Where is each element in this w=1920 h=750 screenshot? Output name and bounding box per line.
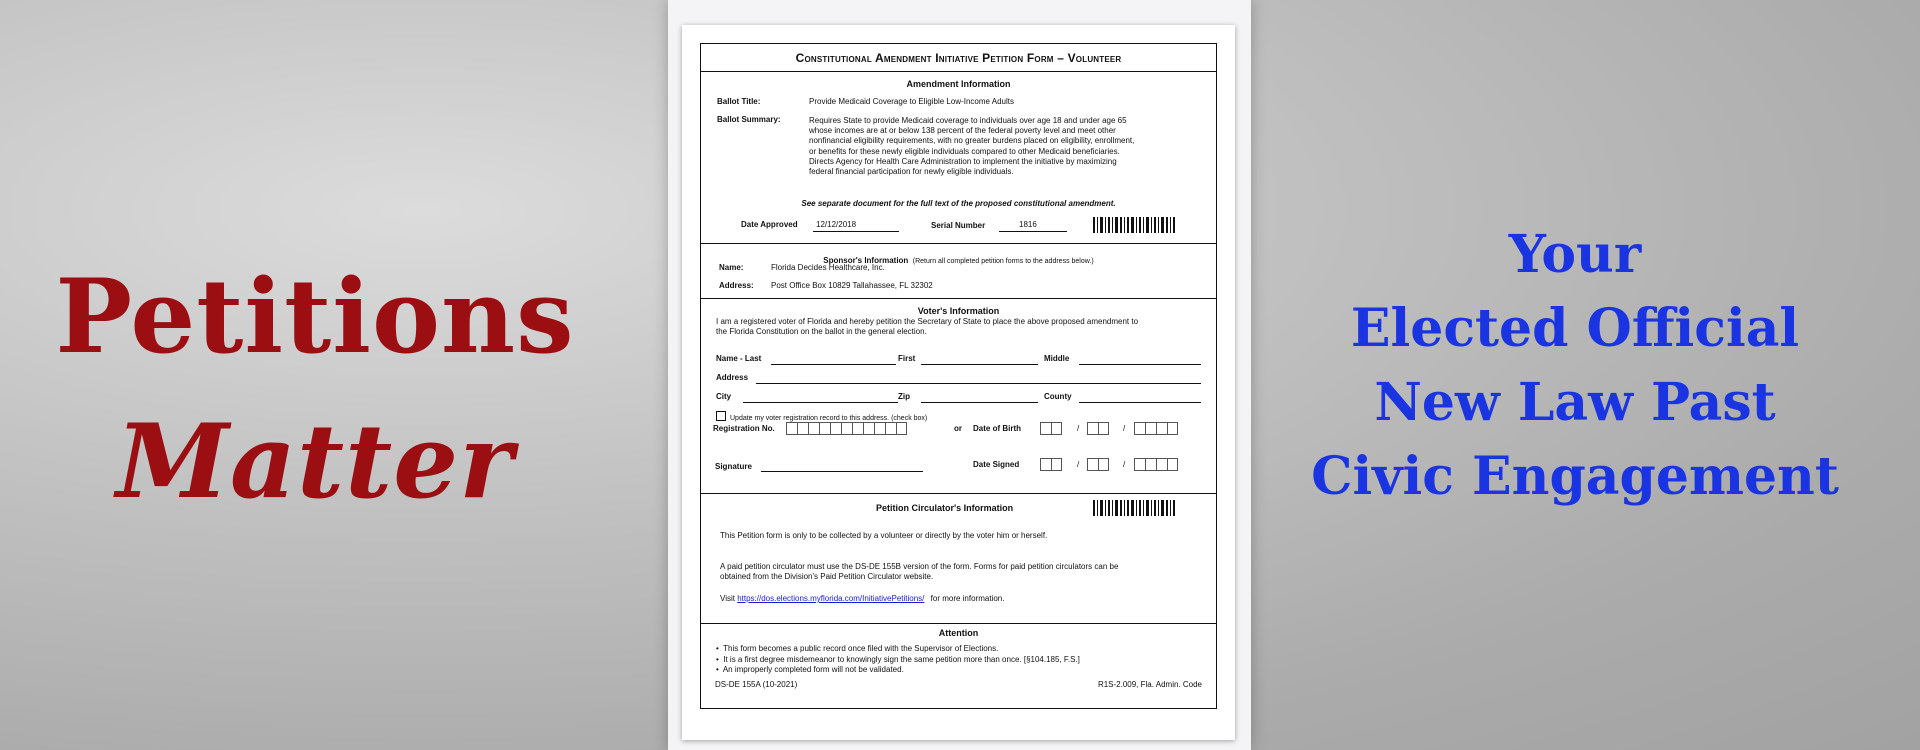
sponsor-name: Florida Decides Healthcare, Inc. — [771, 263, 885, 272]
address-label: Address — [716, 373, 749, 382]
serial-number-label: Serial Number — [931, 221, 986, 230]
ballot-summary — [809, 116, 1134, 177]
visit-line — [720, 594, 1004, 603]
headline-line-1: Petitions — [55, 257, 575, 377]
signed-slash: / — [1077, 460, 1080, 469]
signature-label: Signature — [715, 462, 752, 471]
city-label: City — [716, 392, 732, 401]
city-input[interactable] — [743, 402, 898, 403]
serial-number-line — [999, 231, 1067, 232]
statement-line: the Florida Constitution on the ballot in the general election. — [716, 327, 927, 336]
bullet-text: This form becomes a public record once filed with the Supervisor of Elections. — [723, 644, 999, 653]
attention-section — [701, 624, 1216, 709]
right-line-2: Elected Official — [1350, 298, 1800, 359]
sponsor-section — [701, 244, 1216, 299]
voter-section — [701, 299, 1216, 494]
initiative-petitions-link[interactable]: https://dos.elections.myflorida.com/InitiativePetitions/ — [737, 594, 925, 603]
summary-line: Directs Agency for Health Care Administration to implement the initiative by maximizing — [809, 156, 1117, 166]
paid-circulator-note — [720, 562, 1118, 582]
summary-line: federal financial participation for newly eligible individuals. — [809, 167, 1014, 177]
middle-name-input[interactable] — [1079, 364, 1201, 365]
right-headline — [1290, 218, 1860, 514]
summary-line: Requires State to provide Medicaid coverage to individuals over age 18 and under age 65 — [809, 116, 1127, 125]
voter-statement — [716, 317, 1138, 337]
form-code: DS-DE 155A (10-2021) — [715, 680, 798, 689]
amendment-heading: Amendment Information — [906, 79, 1011, 89]
registration-number-input[interactable] — [786, 422, 907, 435]
name-last-input[interactable] — [771, 364, 896, 365]
signed-year-input[interactable] — [1134, 458, 1178, 471]
sponsor-address-label: Address: — [719, 281, 754, 290]
visit-text: Visit — [720, 594, 735, 603]
petition-page — [682, 25, 1235, 740]
circulator-heading: Petition Circulator's Information — [876, 503, 1014, 513]
name-last-label: Name - Last — [716, 354, 762, 363]
address-input[interactable] — [756, 383, 1201, 384]
signature-input[interactable] — [761, 471, 923, 472]
barcode-icon — [1093, 217, 1177, 233]
update-registration-label: Update my voter registration record to this address. (check box) — [730, 415, 928, 422]
petition-form — [700, 43, 1217, 709]
circulator-volunteer-note: This Petition form is only to be collected by a volunteer or directly by the voter him or herself. — [720, 531, 1048, 540]
dob-slash: / — [1123, 424, 1126, 433]
statement-line: I am a registered voter of Florida and hereby petition the Secretary of State to place the above proposed amendment to — [716, 317, 1139, 326]
ballot-title: Provide Medicaid Coverage to Eligible Low-Income Adults — [809, 97, 1014, 106]
attention-heading: Attention — [938, 628, 979, 638]
circulator-section — [701, 494, 1216, 624]
date-approved-label: Date Approved — [741, 220, 798, 229]
attention-bullet: • It is a first degree misdemeanor to knowingly sign the same petition more than once. [§104.185, F.S.] — [716, 654, 1080, 664]
bullet-text: An improperly completed form will not be validated. — [722, 665, 904, 674]
zip-input[interactable] — [921, 402, 1038, 403]
attention-bullet: • This form becomes a public record once filed with the Supervisor of Elections. — [716, 644, 999, 653]
right-line-1: Your — [1508, 224, 1642, 285]
dob-day-input[interactable] — [1087, 422, 1109, 435]
date-approved: 12/12/2018 — [816, 220, 857, 229]
bullet-text: It is a first degree misdemeanor to knowingly sign the same petition more than once. [§104.185, F.S.] — [723, 654, 1080, 664]
signed-month-input[interactable] — [1040, 458, 1062, 471]
first-label: First — [898, 354, 916, 363]
signed-day-input[interactable] — [1087, 458, 1109, 471]
update-registration-checkbox[interactable] — [716, 411, 726, 421]
summary-line: or benefits for these newly eligible individuals compared to other Medicaid beneficiaries. — [809, 146, 1120, 156]
date-of-birth-label: Date of Birth — [973, 424, 1021, 433]
dob-slash: / — [1077, 424, 1080, 433]
or-label: or — [954, 424, 962, 433]
serial-number: 1816 — [1019, 220, 1037, 229]
right-line-3: New Law Past — [1374, 372, 1776, 433]
sponsor-address: Post Office Box 10829 Tallahassee, FL 32302 — [771, 281, 933, 290]
summary-line: whose incomes are at or below 138 percent of the federal poverty level and meet other — [809, 126, 1116, 136]
county-input[interactable] — [1079, 402, 1201, 403]
sponsor-heading-text: Sponsor's Information — [823, 256, 909, 265]
left-headline — [40, 245, 590, 535]
attention-bullets — [716, 644, 1080, 676]
dob-year-input[interactable] — [1134, 422, 1178, 435]
county-label: County — [1044, 392, 1072, 401]
zip-label: Zip — [898, 392, 910, 401]
full-text-note: See separate document for the full text of the proposed constitutional amendment. — [801, 199, 1116, 208]
first-name-input[interactable] — [921, 364, 1038, 365]
date-signed-label: Date Signed — [973, 460, 1020, 469]
attention-bullet: • An improperly completed form will not be validated. — [716, 665, 904, 674]
summary-line: nonfinancial eligibility requirements, with no greater burdens placed on eligibility, enrollment, — [809, 136, 1135, 146]
paid-note-line: obtained from the Division's Paid Petition Circulator website. — [720, 572, 934, 581]
paid-note-line: A paid petition circulator must use the DS-DE 155B version of the form. Forms for paid petition circulators can be — [720, 562, 1119, 571]
voter-heading: Voter's Information — [917, 306, 1000, 316]
sponsor-name-label: Name: — [719, 263, 744, 272]
ballot-summary-label: Ballot Summary: — [717, 115, 781, 124]
admin-code: R1S-2.009, Fla. Admin. Code — [1097, 680, 1202, 689]
form-title: Constitutional Amendment Initiative Petition Form – Volunteer — [701, 44, 1216, 72]
dob-month-input[interactable] — [1040, 422, 1062, 435]
middle-label: Middle — [1044, 354, 1070, 363]
registration-number-label: Registration No. — [713, 424, 775, 433]
date-approved-line — [813, 231, 899, 232]
sponsor-heading-note: (Return all completed petition forms to the address below.) — [912, 258, 1094, 265]
more-info-text: for more information. — [930, 594, 1005, 603]
signed-slash: / — [1123, 460, 1126, 469]
amendment-section — [701, 72, 1216, 244]
headline-line-2: Matter — [116, 402, 514, 522]
ballot-title-label: Ballot Title: — [717, 97, 761, 106]
right-line-4: Civic Engagement — [1311, 446, 1839, 507]
barcode-icon — [1093, 500, 1177, 516]
